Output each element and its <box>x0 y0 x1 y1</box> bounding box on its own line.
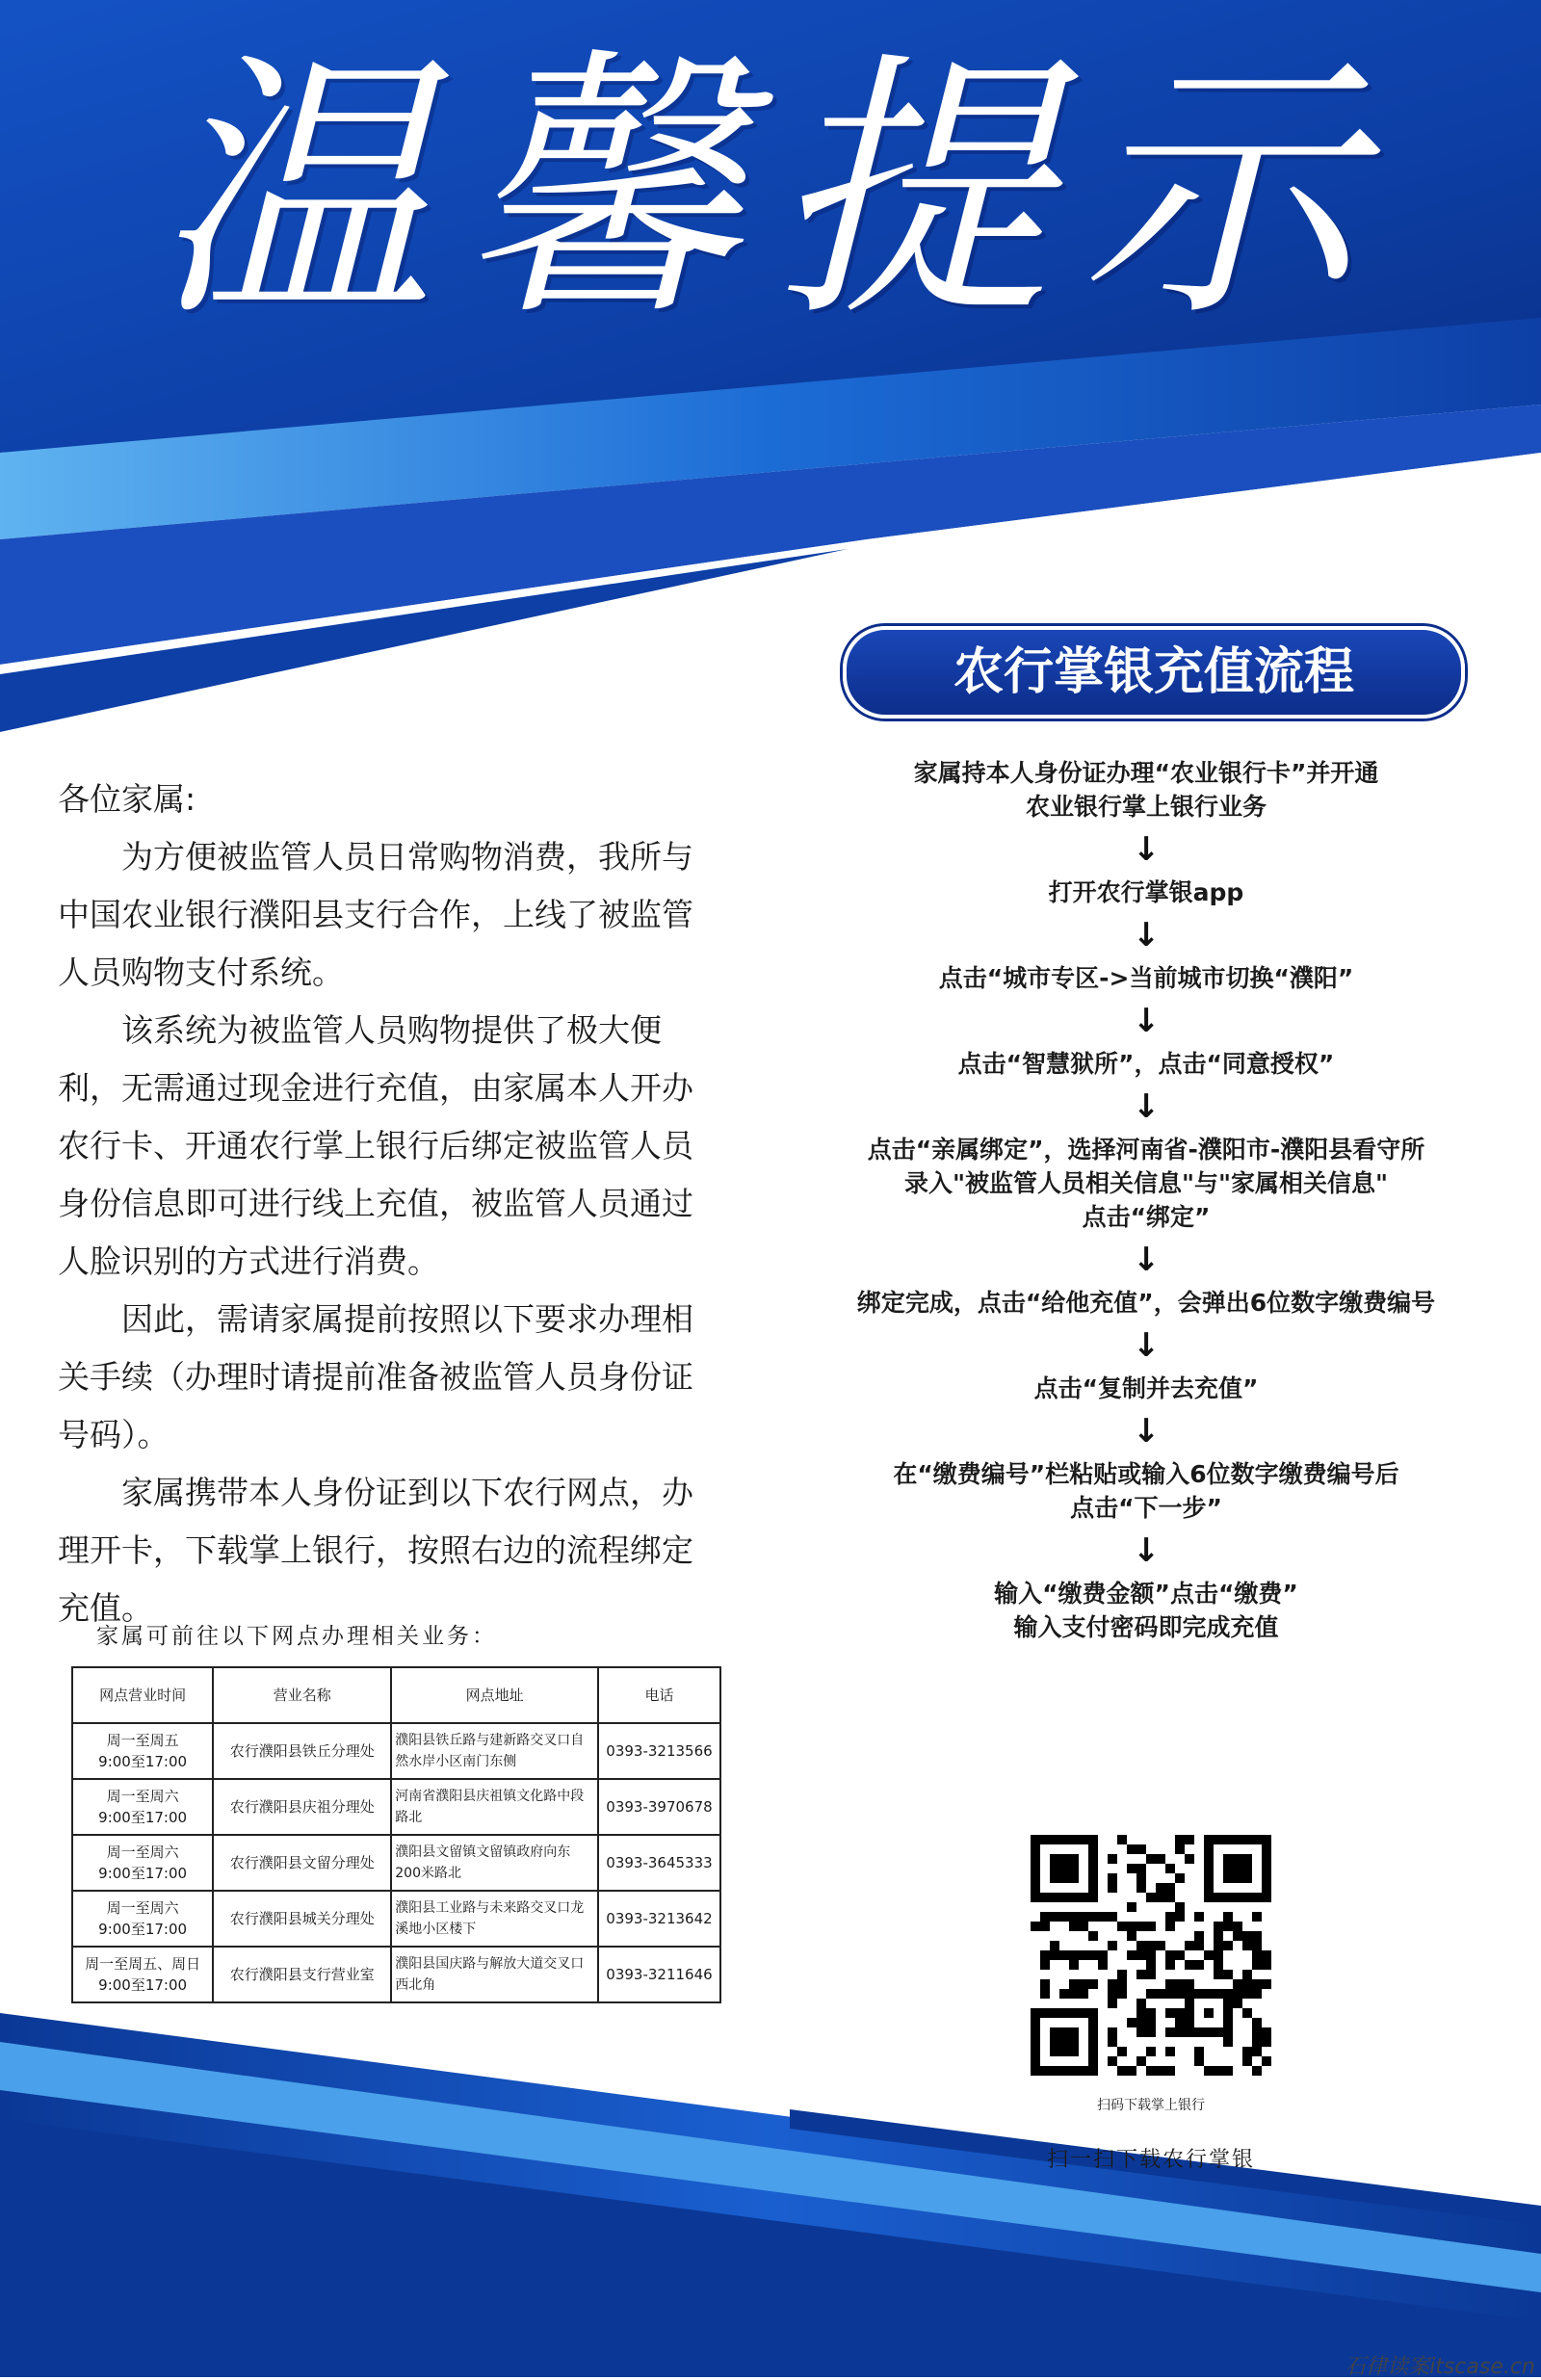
address-cell: 濮阳县工业路与未来路交叉口龙溪地小区楼下 <box>391 1891 598 1947</box>
flow-step <box>780 1133 1512 1234</box>
name-cell: 农行濮阳县城关分理处 <box>213 1891 391 1947</box>
notice-letter <box>58 771 713 1637</box>
flow-step <box>780 1457 1512 1525</box>
flow-step-line: 输入支付密码即完成充值 <box>1013 1613 1279 1641</box>
flow-step-line: 点击“绑定” <box>1082 1203 1211 1231</box>
name-cell: 农行濮阳县庆祖分理处 <box>213 1779 391 1835</box>
branch-table-caption: 家属可前往以下网点办理相关业务： <box>96 1624 497 1649</box>
phone-cell: 0393-3211646 <box>598 1947 720 2002</box>
flow-step-line: 点击“下一步” <box>1070 1494 1222 1522</box>
table-header-row <box>72 1667 720 1723</box>
letter-paragraph: 因此，需请家属提前按照以下要求办理相关手续（办理时请提前准备被监管人员身份证号码）。 <box>58 1300 693 1453</box>
flow-step-line: 点击“智慧狱所”，点击“同意授权” <box>957 1050 1335 1078</box>
flow-step <box>780 1372 1512 1405</box>
address-cell: 濮阳县铁丘路与建新路交叉口自然水岸小区南门东侧 <box>391 1723 598 1779</box>
arrow-down-icon: ↓ <box>1132 830 1161 869</box>
qr-caption: 扫码下载掌上银行 <box>1097 2098 1205 2113</box>
watermark: 石律读案itscase.cn <box>1345 2355 1535 2379</box>
column-header: 电话 <box>598 1667 720 1723</box>
recharge-flow <box>780 756 1512 1644</box>
column-header: 营业名称 <box>213 1667 391 1723</box>
flow-step-line: 在“缴费编号”栏粘贴或输入6位数字缴费编号后 <box>893 1460 1399 1488</box>
table-row <box>72 1891 720 1947</box>
flow-step <box>780 1286 1512 1320</box>
flow-step-line: 绑定完成，点击“给他充值”，会弹出6位数字缴费编号 <box>856 1289 1436 1317</box>
letter-paragraph: 家属携带本人身份证到以下农行网点，办理开卡，下载掌上银行，按照右边的流程绑定充值。 <box>58 1474 693 1627</box>
arrow-down-icon: ↓ <box>1132 1531 1161 1570</box>
poster-title: 温馨提示 <box>154 30 1387 354</box>
flow-step <box>780 1577 1512 1644</box>
flow-title-banner: 农行掌银充值流程 <box>843 626 1465 719</box>
arrow-down-icon: ↓ <box>1132 1412 1161 1451</box>
phone-cell: 0393-3213642 <box>598 1891 720 1947</box>
flow-step-line: 家属持本人身份证办理“农业银行卡”并开通 <box>913 759 1379 787</box>
arrow-down-icon: ↓ <box>1132 1241 1161 1279</box>
flow-step-line: 农业银行掌上银行业务 <box>1025 793 1267 821</box>
hours-cell: 周一至周六 9:00至17:00 <box>72 1835 213 1891</box>
phone-cell: 0393-3213566 <box>598 1723 720 1779</box>
arrow-down-icon: ↓ <box>1132 1087 1161 1126</box>
table-row <box>72 1947 720 2002</box>
flow-step <box>780 876 1512 909</box>
name-cell: 农行濮阳县文留分理处 <box>213 1835 391 1891</box>
table-row <box>72 1723 720 1779</box>
hours-cell: 周一至周六 9:00至17:00 <box>72 1779 213 1835</box>
flow-step-line: 打开农行掌银app <box>1048 878 1244 906</box>
flow-step-line: 录入"被监管人员相关信息"与"家属相关信息" <box>903 1169 1389 1197</box>
arrow-down-icon: ↓ <box>1132 1326 1161 1365</box>
phone-cell: 0393-3970678 <box>598 1779 720 1835</box>
table-row <box>72 1835 720 1891</box>
name-cell: 农行濮阳县铁丘分理处 <box>213 1723 391 1779</box>
arrow-down-icon: ↓ <box>1132 916 1161 955</box>
flow-step-line: 输入“缴费金额”点击“缴费” <box>994 1580 1298 1608</box>
flow-step <box>780 961 1512 995</box>
letter-paragraph: 该系统为被监管人员购物提供了极大便利，无需通过现金进行充值，由家属本人开办农行卡、开通农行掌上银行后绑定被监管人员身份信息即可进行线上充值，被监管人员通过人脸识别的方式进行消费。 <box>58 1011 693 1280</box>
column-header: 网点地址 <box>391 1667 598 1723</box>
branch-table <box>71 1666 721 2003</box>
phone-cell: 0393-3645333 <box>598 1835 720 1891</box>
hours-cell: 周一至周六 9:00至17:00 <box>72 1891 213 1947</box>
flow-step-line: 点击“城市专区->当前城市切换“濮阳” <box>938 964 1354 992</box>
name-cell: 农行濮阳县支行营业室 <box>213 1947 391 2002</box>
arrow-down-icon: ↓ <box>1132 1002 1161 1040</box>
flow-step-line: 点击“亲属绑定”，选择河南省-濮阳市-濮阳县看守所 <box>867 1136 1425 1164</box>
table-row <box>72 1779 720 1835</box>
letter-paragraph: 为方便被监管人员日常购物消费，我所与中国农业银行濮阳县支行合作，上线了被监管人员购物支付系统。 <box>58 838 693 991</box>
qr-code[interactable] <box>1031 1835 1271 2076</box>
address-cell: 河南省濮阳县庆祖镇文化路中段路北 <box>391 1779 598 1835</box>
salutation: 各位家属: <box>58 780 196 818</box>
address-cell: 濮阳县国庆路与解放大道交叉口西北角 <box>391 1947 598 2002</box>
flow-step <box>780 1047 1512 1081</box>
flow-step-line: 点击“复制并去充值” <box>1033 1374 1259 1402</box>
flow-step <box>780 756 1512 824</box>
column-header: 网点营业时间 <box>72 1667 213 1723</box>
qr-download-text: 扫一扫下载农行掌银 <box>1046 2148 1255 2172</box>
address-cell: 濮阳县文留镇文留镇政府向东200米路北 <box>391 1835 598 1891</box>
hours-cell: 周一至周五 9:00至17:00 <box>72 1723 213 1779</box>
hours-cell: 周一至周五、周日 9:00至17:00 <box>72 1947 213 2002</box>
